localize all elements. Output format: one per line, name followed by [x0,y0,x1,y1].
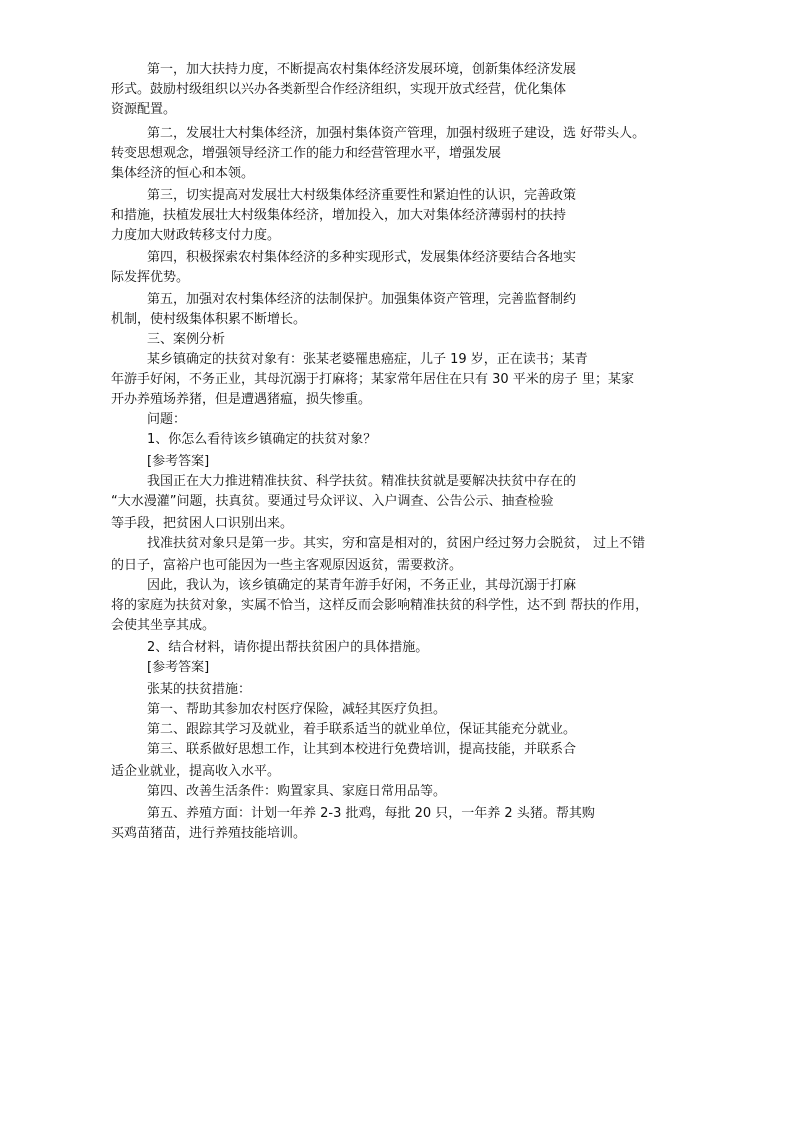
text-line: 第二、跟踪其学习及就业，着手联系适当的就业单位，保证其能充分就业。 [147,722,577,737]
text-line: 第三，切实提高对发展壮大村级集体经济重要性和紧迫性的认识，完善政策 [147,188,577,203]
text-line: 集体经济的恒心和本领。 [111,166,255,181]
text-line: 会使其坐享其成。 [111,618,216,633]
text-line: 力度加大财政转移支付力度。 [111,228,281,243]
question-1: 1、你怎么看待该乡镇确定的扶贫对象？ [147,432,377,447]
answer-label: [参考答案] [147,660,210,675]
text-line: 开办养殖场养猪，但是遭遇猪瘟，损失惨重。 [111,392,372,407]
text-line: 际发挥优势。 [111,270,190,285]
question-2: 2、结合材料，请你提出帮扶贫困户的具体措施。 [147,640,429,655]
section-heading: 三、案例分析 [147,332,226,347]
text-line: 某乡镇确定的扶贫对象有：张某老婆罹患癌症，儿子 19 岁，正在读书；某青 [147,352,588,367]
text-line: 形式。鼓励村级组织以兴办各类新型合作经济组织，实现开放式经营，优化集体 [111,82,567,97]
text-line: 等手段，把贫困人口识别出来。 [111,516,294,531]
text-line: 适企业就业，提高收入水平。 [111,764,281,779]
text-line: 年游手好闲，不务正业，其母沉溺于打麻将；某家常年居住在只有 30 平米的房子 里；某家 [111,372,634,387]
text-line: 和措施，扶植发展壮大村级集体经济，增加投入，加大对集体经济薄弱村的扶持 [111,208,567,223]
text-line: 第三、联系做好思想工作，让其到本校进行免费培训，提高技能，并联系合 [147,742,577,757]
text-line: 找准扶贫对象只是第一步。其实，穷和富是相对的，贫困户经过努力会脱贫， 过上不错 [147,536,646,551]
text-line: 我国正在大力推进精准扶贫、科学扶贫。精准扶贫就是要解决扶贫中存在的 [147,474,577,489]
text-line: 第一、帮助其参加农村医疗保险，减轻其医疗负担。 [147,702,447,717]
text-line: 的日子，富裕户也可能因为一些主客观原因返贫，需要救济。 [111,558,463,573]
text-line: 转变思想观念，增强领导经济工作的能力和经营管理水平，增强发展 [111,146,502,161]
question-label: 问题： [147,412,187,427]
text-line: 第二，发展壮大村集体经济，加强村集体资产管理，加强村级班子建设，选 好带头人。 [147,126,646,141]
text-line: 机制，使村级集体积累不断增长。 [111,312,307,327]
answer-label: [参考答案] [147,454,210,469]
text-line: 张某的扶贫措施： [147,682,252,697]
text-line: 因此，我认为，该乡镇确定的某青年游手好闲，不务正业，其母沉溺于打麻 [147,578,577,593]
text-line: 第四，积极探索农村集体经济的多种实现形式，发展集体经济要结合各地实 [147,250,577,265]
text-line: 第一，加大扶持力度，不断提高农村集体经济发展环境，创新集体经济发展 [147,62,577,77]
text-line: 买鸡苗猪苗，进行养殖技能培训。 [111,826,307,841]
text-line: “大水漫灌”问题，扶真贫。要通过号众评议、入户调查、公告公示、抽查检验 [111,494,554,509]
text-line: 第五、养殖方面：计划一年养 2-3 批鸡，每批 20 只，一年养 2 头猪。帮其购 [147,806,595,821]
text-line: 将的家庭为扶贫对象，实属不恰当，这样反而会影响精准扶贫的科学性，达不到 帮扶的作用， [111,598,649,613]
text-line: 第五，加强对农村集体经济的法制保护。加强集体资产管理，完善监督制约 [147,292,577,307]
text-line: 第四、改善生活条件：购置家具、家庭日常用品等。 [147,784,447,799]
text-line: 资源配置。 [111,102,177,117]
